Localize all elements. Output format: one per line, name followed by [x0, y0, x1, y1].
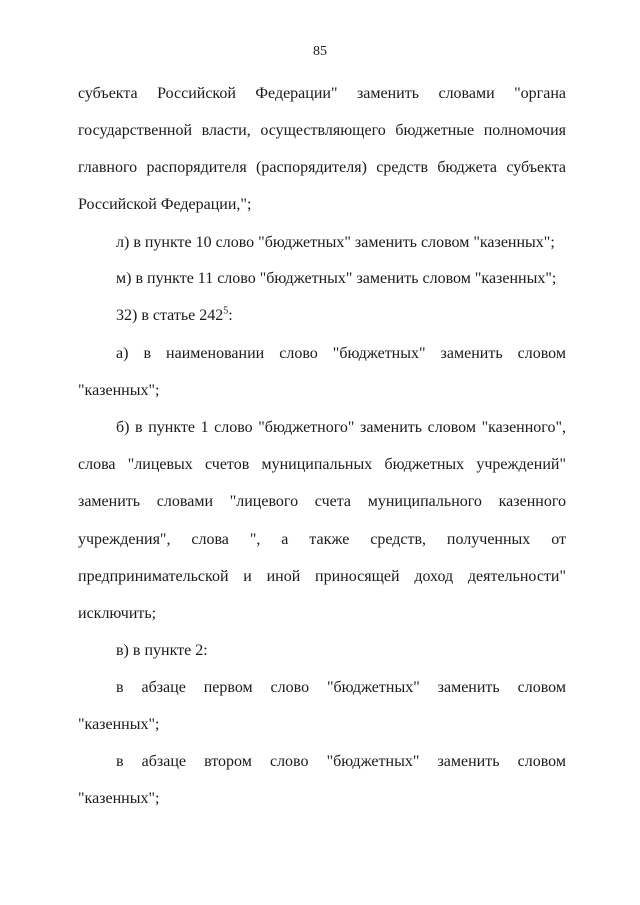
- text-line: "казенных";: [78, 716, 160, 733]
- text-line: в) в пункте 2:: [116, 642, 208, 659]
- text-line: государственной власти, осуществляющего бюджетные полномочия: [78, 122, 566, 139]
- text-line: л) в пункте 10 слово "бюджетных" заменить словом "казенных";: [116, 234, 555, 251]
- text-line: Российской Федерации,";: [78, 196, 252, 213]
- article-heading-text: 32) в статье 242: [116, 307, 224, 324]
- text-line: а) в наименовании слово "бюджетных" заменить словом: [116, 345, 566, 362]
- article-heading-line: [116, 306, 566, 326]
- text-line: в абзаце втором слово "бюджетных" заменить словом: [116, 753, 566, 770]
- text-line: м) в пункте 11 слово "бюджетных" заменить словом "казенных";: [116, 270, 557, 287]
- text-line: "казенных";: [78, 790, 160, 807]
- page-number: 85: [313, 44, 327, 59]
- text-line: слова "лицевых счетов муниципальных бюджетных учреждений": [78, 456, 566, 473]
- text-line: субъекта Российской Федерации" заменить словами "органа: [78, 85, 566, 102]
- text-line: предпринимательской и иной приносящей доход деятельности": [78, 568, 566, 585]
- text-line: "казенных";: [78, 382, 160, 399]
- text-line: заменить словами "лицевого счета муниципального казенного: [78, 493, 566, 510]
- article-heading-suffix: :: [228, 307, 233, 324]
- text-line: б) в пункте 1 слово "бюджетного" заменить словом "казенного",: [116, 419, 566, 436]
- text-line: в абзаце первом слово "бюджетных" заменить словом: [116, 679, 566, 696]
- text-line: учреждения", слова ", а также средств, полученных от: [78, 531, 566, 548]
- article-superscript: 5: [223, 305, 229, 317]
- text-line: исключить;: [78, 605, 157, 622]
- text-line: главного распорядителя (распорядителя) средств бюджета субъекта: [78, 159, 566, 176]
